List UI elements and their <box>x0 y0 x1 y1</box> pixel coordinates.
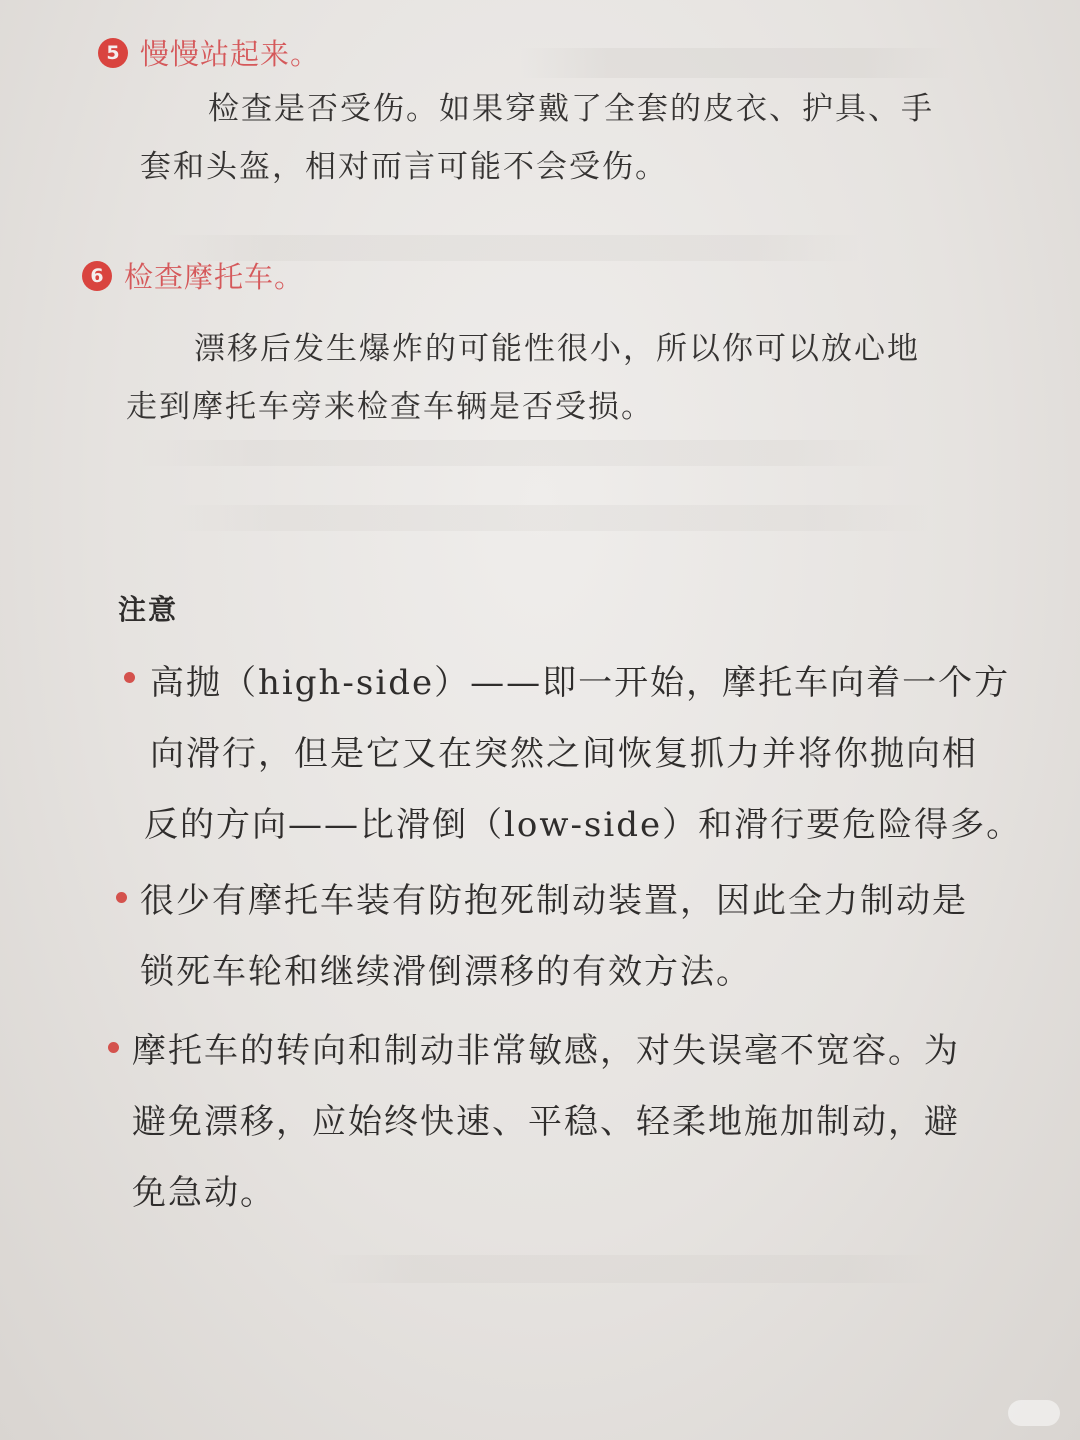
step-5-header <box>98 32 320 73</box>
paragraph-line: 走到摩托车旁来检查车辆是否受损。 <box>126 389 654 425</box>
bullet-line: 向滑行，但是它又在突然之间恢复抓力并将你抛向相 <box>150 734 978 774</box>
step-title: 慢慢站起来。 <box>140 37 321 71</box>
show-through-texture <box>520 48 950 78</box>
step-6-paragraph <box>126 320 920 436</box>
bullet-dot-icon <box>108 1042 119 1053</box>
bullet-line: 避免漂移，应始终快速、平稳、轻柔地施加制动，避 <box>132 1102 960 1142</box>
bullet-dot-icon <box>124 672 135 683</box>
show-through-texture <box>320 1255 940 1283</box>
step-number-badge: 6 <box>82 261 112 291</box>
paragraph-line: 检查是否受伤。如果穿戴了全套的皮衣、护具、手 <box>208 91 934 127</box>
show-through-texture <box>140 440 900 466</box>
step-number-badge: 5 <box>98 38 128 68</box>
note-bullet <box>132 1016 960 1229</box>
note-bullet <box>140 866 968 1008</box>
bullet-line: 摩托车的转向和制动非常敏感，对失误毫不宽容。为 <box>132 1031 960 1071</box>
step-title: 检查摩托车。 <box>124 260 305 294</box>
bullet-line: 反的方向——比滑倒（low-side）和滑行要危险得多。 <box>144 805 1023 845</box>
watermark-icon <box>1008 1400 1060 1426</box>
paragraph-line: 套和头盔，相对而言可能不会受伤。 <box>140 149 668 185</box>
bullet-line: 高抛（high-side）——即一开始，摩托车向着一个方 <box>150 663 1011 703</box>
paragraph-line: 漂移后发生爆炸的可能性很小，所以你可以放心地 <box>194 331 920 367</box>
show-through-texture <box>170 505 930 531</box>
bullet-dot-icon <box>116 892 127 903</box>
note-heading: 注意 <box>118 593 179 626</box>
note-bullet <box>144 648 1023 861</box>
bullet-line: 很少有摩托车装有防抱死制动装置，因此全力制动是 <box>140 881 968 921</box>
step-5-paragraph <box>140 80 934 196</box>
step-6-header <box>82 255 304 296</box>
bullet-line: 免急动。 <box>132 1173 276 1213</box>
bullet-line: 锁死车轮和继续滑倒漂移的有效方法。 <box>140 952 752 992</box>
